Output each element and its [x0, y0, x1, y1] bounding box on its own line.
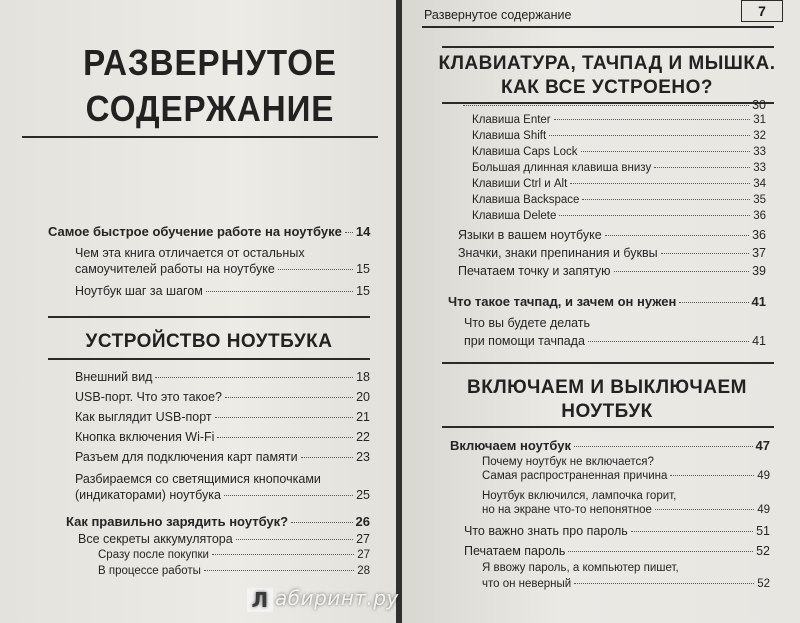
section-title: [432, 52, 782, 100]
toc-entry: Как правильно зарядить ноутбук? 26: [66, 514, 370, 529]
watermark-text: абиринт.ру: [275, 586, 399, 610]
section-title-line: НОУТБУК: [561, 401, 653, 422]
labirint-logo-icon: Л: [247, 588, 273, 612]
toc-entry: Как выглядит USB-порт 21: [75, 410, 370, 424]
toc-entry: что он неверный 52: [482, 578, 770, 590]
toc-entry: 30: [460, 98, 766, 112]
toc-entry: Что такое тачпад, и зачем он нужен 41: [448, 294, 766, 309]
section-divider: [442, 46, 774, 48]
toc-entry: Печатаем точку и запятую 39: [458, 264, 766, 278]
section-divider: [442, 362, 774, 364]
toc-entry: Сразу после покупки 27: [98, 549, 370, 561]
section-divider: [48, 358, 370, 360]
toc-entry: самоучителей работы на ноутбуке 15: [75, 262, 370, 276]
header-divider: [422, 26, 774, 28]
title-line-1: РАЗВЕРНУТОЕ: [83, 42, 337, 83]
toc-entry: USB-порт. Что это такое? 20: [75, 390, 370, 404]
toc-entry: Все секреты аккумулятора 27: [78, 532, 370, 546]
toc-entry: Клавиши Ctrl и Alt 34: [472, 178, 766, 190]
section-divider: [442, 426, 774, 428]
page-title: [72, 40, 348, 132]
section-divider: [48, 316, 370, 318]
toc-entry-line: Что вы будете делать: [464, 316, 591, 330]
toc-entry: Печатаем пароль 52: [464, 544, 770, 558]
toc-entry: Кнопка включения Wi-Fi 22: [75, 430, 370, 444]
toc-entry: Ноутбук шаг за шагом 15: [75, 284, 370, 298]
toc-entry: В процессе работы 28: [98, 565, 370, 577]
toc-entry-line: Ноутбук включился, лампочка горит,: [482, 490, 677, 502]
toc-entry-line: Почему ноутбук не включается?: [482, 456, 654, 468]
section-title-line: КЛАВИАТУРА, ТАЧПАД И МЫШКА.: [438, 53, 776, 74]
toc-entry: Что важно знать про пароль 51: [464, 524, 770, 538]
toc-entry: Клавиша Caps Lock 33: [472, 146, 766, 158]
watermark: [247, 586, 399, 612]
section-title-line: ВКЛЮЧАЕМ И ВЫКЛЮЧАЕМ: [467, 377, 747, 398]
toc-entry: Самая распространенная причина 49: [482, 470, 770, 482]
toc-entry-line: Разбираемся со светящимися кнопочками: [75, 472, 321, 486]
toc-entry: Разъем для подключения карт памяти 23: [75, 450, 370, 464]
toc-entry: Включаем ноутбук 47: [450, 438, 770, 453]
left-page: [0, 0, 398, 623]
toc-entry: Внешний вид 18: [75, 370, 370, 384]
toc-entry: Значки, знаки препинания и буквы 37: [458, 246, 766, 260]
section-title: УСТРОЙСТВО НОУТБУКА: [85, 331, 333, 352]
section-title-line: КАК ВСЕ УСТРОЕНО?: [500, 77, 714, 98]
toc-entry: (индикаторами) ноутбука 25: [75, 488, 370, 502]
toc-entry: но на экране что-то непонятное 49: [482, 504, 770, 516]
toc-entry-line: Я ввожу пароль, а компьютер пишет,: [482, 562, 679, 574]
toc-entry: Языки в вашем ноутбуке 36: [458, 228, 766, 242]
title-divider: [22, 136, 378, 138]
section-title: [432, 376, 782, 424]
toc-entry: Большая длинная клавиша внизу 33: [472, 162, 766, 174]
toc-entry: Клавиша Shift 32: [472, 130, 766, 142]
right-page: [402, 0, 800, 623]
toc-entry: Самое быстрое обучение работе на ноутбуке 14: [48, 224, 371, 239]
toc-entry: Клавиша Enter 31: [472, 114, 766, 126]
running-header: Развернутое содержание: [424, 8, 572, 22]
page-number: 7: [741, 0, 783, 22]
toc-entry: Клавиша Backspace 35: [472, 194, 766, 206]
title-line-2: СОДЕРЖАНИЕ: [85, 88, 335, 129]
toc-entry: при помощи тачпада 41: [464, 334, 766, 348]
toc-entry-line: Чем эта книга отличается от остальных: [75, 246, 305, 260]
toc-entry: Клавиша Delete 36: [472, 210, 766, 222]
